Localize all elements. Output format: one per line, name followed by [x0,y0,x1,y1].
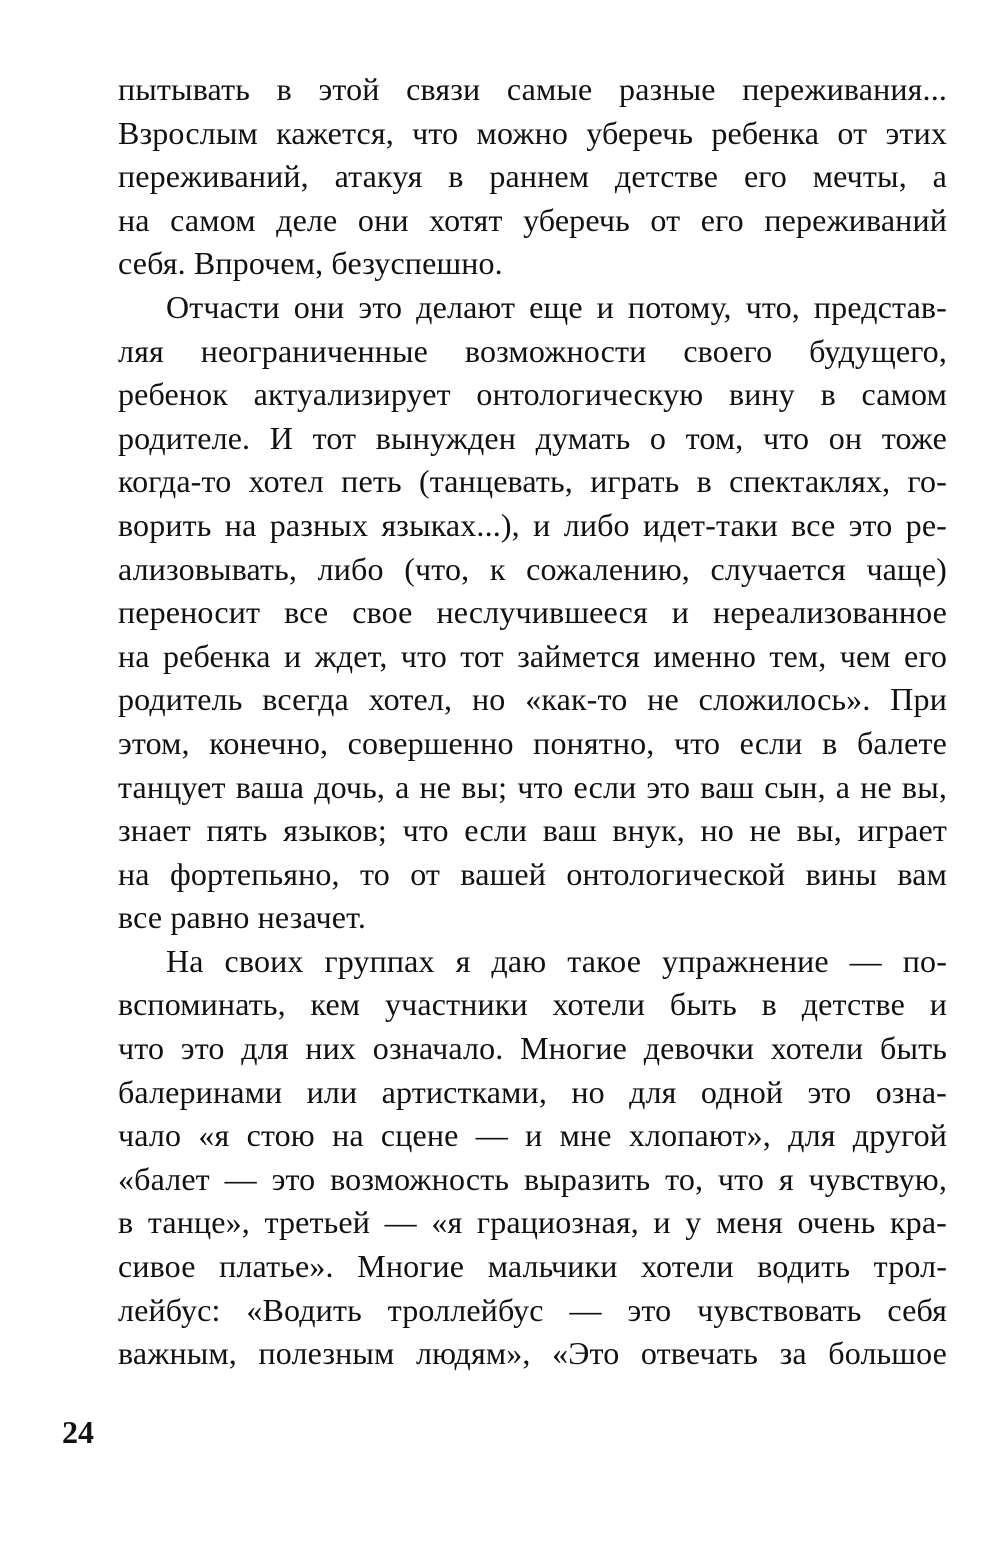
text-line: «балет — это возможность выразить то, что я чувствую, [118,1160,947,1197]
text-line: лейбус: «Водить троллейбус — это чувствовать себя [118,1291,947,1328]
text-line: Отчасти они это делают еще и потому, что, представ- [166,288,947,325]
text-line: знает пять языков; что если ваш внук, но не вы, играет [118,812,947,849]
text-line: все равно незачет. [118,899,367,936]
text-line: Взрослым кажется, что можно уберечь ребенка от этих [118,114,947,151]
text-line: ворить на разных языках...), и либо идет-таки все это ре- [118,506,947,543]
text-line: танцует ваша дочь, а не вы; что если это ваш сын, а не вы, [118,768,947,805]
text-line: в танце», третьей — «я грациозная, и у меня очень кра- [118,1204,947,1241]
text-line: переживаний, атакуя в раннем детстве его мечты, а [118,158,947,195]
paragraph-3 [118,940,947,1376]
text-line: себя. Впрочем, безуспешно. [118,245,503,282]
text-line: на фортепьяно, то от вашей онтологической вины вам [118,855,947,892]
paragraph-2 [118,286,947,940]
page-text-body [118,68,947,1376]
paragraph-1 [118,68,947,286]
text-line: родителе. И тот вынужден думать о том, что он тоже [118,419,947,456]
text-line: когда-то хотел петь (танцевать, играть в спектаклях, го- [118,463,947,500]
text-line: переносит все свое неслучившееся и нереализованное [118,594,947,631]
text-line: родитель всегда хотел, но «как-то не сложилось». При [118,681,947,718]
text-line: На своих группах я даю такое упражнение — по- [166,942,947,979]
page-number: 24 [62,1414,94,1450]
text-line: вспоминать, кем участники хотели быть в детстве и [118,986,947,1023]
text-line: важным, полезным людям», «Это отвечать за большое [118,1335,947,1372]
text-line: на самом деле они хотят уберечь от его переживаний [118,201,947,238]
text-line: ребенок актуализирует онтологическую вину в самом [118,376,947,413]
text-line: на ребенка и ждет, что тот займется именно тем, чем его [118,637,947,674]
text-line: пытывать в этой связи самые разные переживания... [118,71,947,107]
text-line: ализовывать, либо (что, к сожалению, случается чаще) [118,550,947,587]
text-line: ляя неограниченные возможности своего будущего, [118,332,947,369]
text-line: этом, конечно, совершенно понятно, что если в балете [118,724,947,761]
text-line: балеринами или артистками, но для одной это озна- [118,1073,947,1110]
text-line: что это для них означало. Многие девочки хотели быть [118,1030,947,1067]
text-line: чало «я стою на сцене — и мне хлопают», для другой [118,1117,947,1154]
text-line: сивое платье». Многие мальчики хотели водить трол- [118,1248,947,1285]
